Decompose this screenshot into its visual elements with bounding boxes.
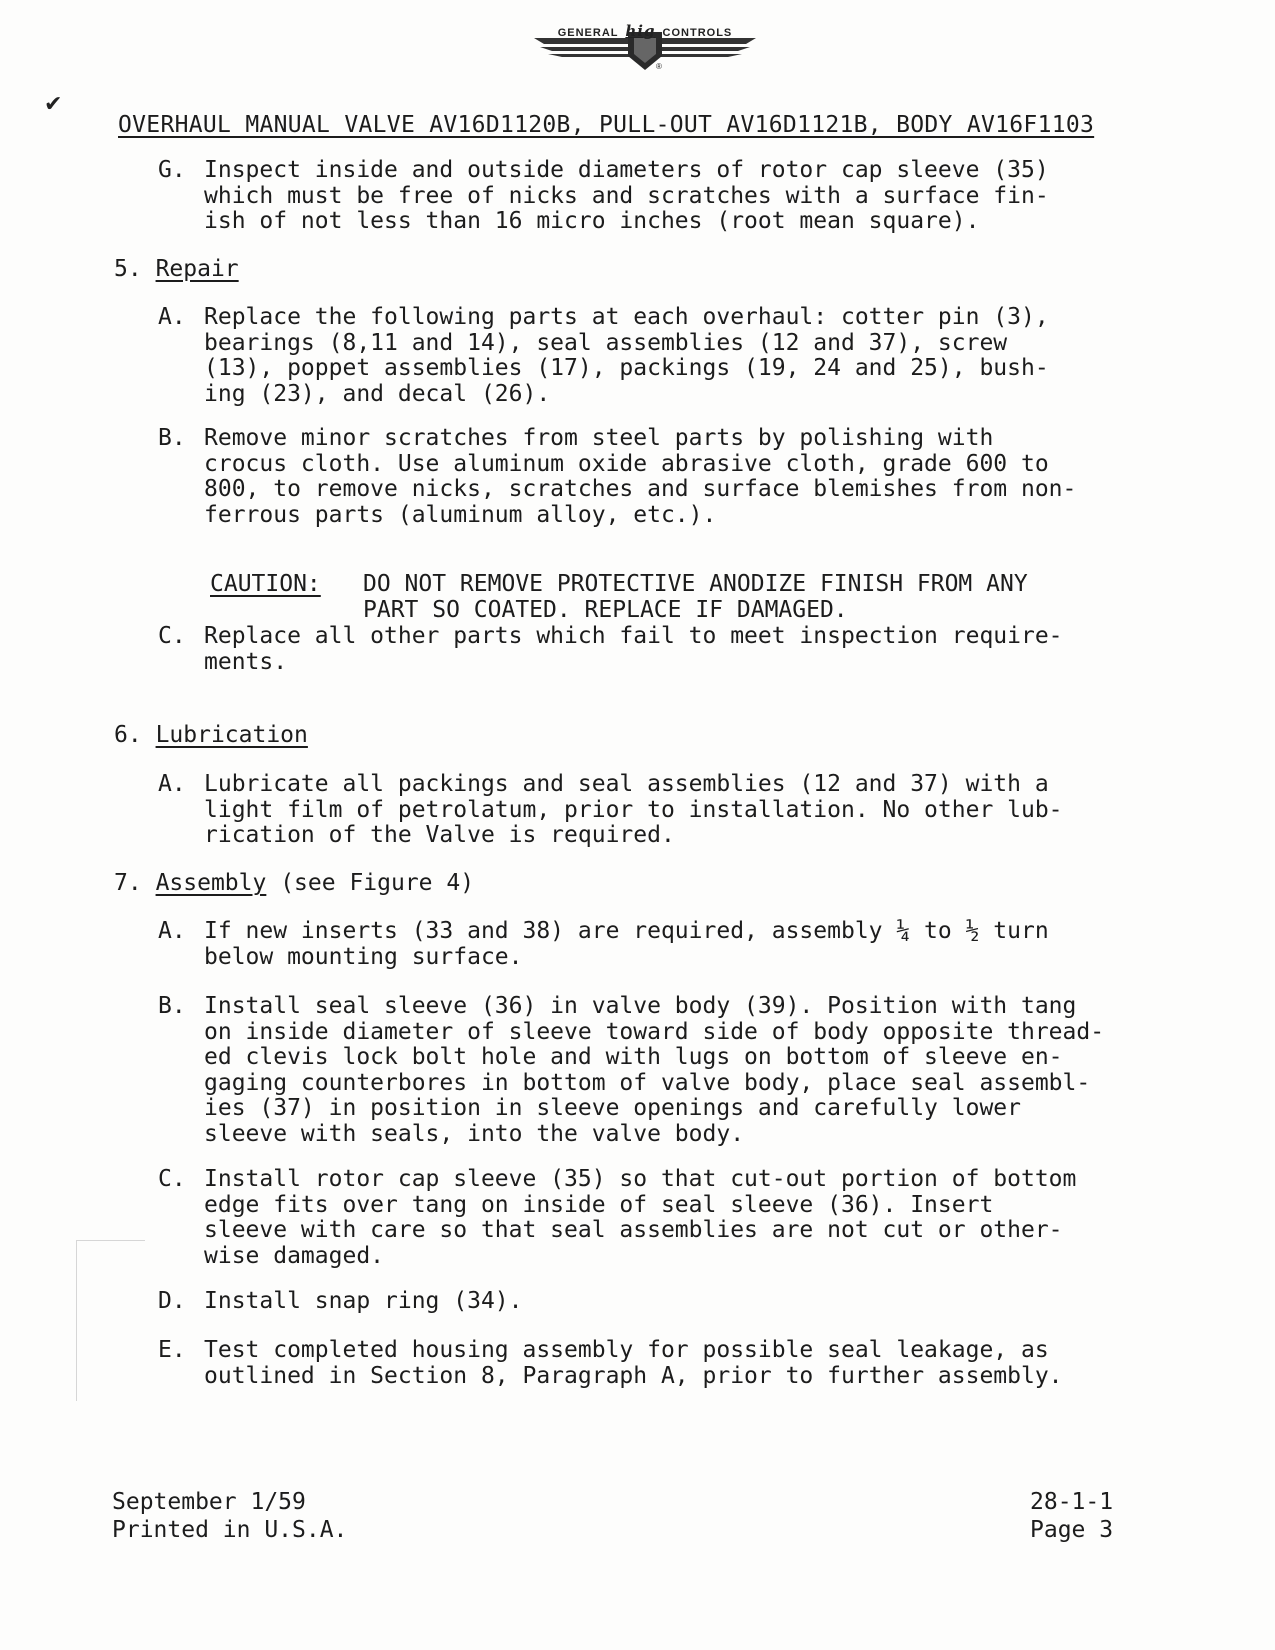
margin-check-mark: ✔ bbox=[44, 92, 63, 117]
item-label: E. bbox=[158, 1337, 186, 1363]
text-line: Inspect inside and outside diameters of rotor cap sleeve (35) bbox=[204, 157, 1049, 183]
text-line: wise damaged. bbox=[204, 1242, 385, 1269]
footer-left bbox=[112, 1488, 347, 1544]
text-line: ed clevis lock bolt hole and with lugs on bottom of sleeve en- bbox=[204, 1044, 1063, 1070]
item-text bbox=[204, 624, 1063, 675]
company-logo bbox=[530, 10, 760, 72]
text-line: ish of not less than 16 micro inches (root mean square). bbox=[204, 208, 980, 234]
text-line: outlined in Section 8, Paragraph A, prior to further assembly. bbox=[204, 1362, 1063, 1389]
section-heading-assembly bbox=[114, 870, 474, 896]
section-number: 6. bbox=[114, 722, 142, 748]
text-line: below mounting surface. bbox=[204, 943, 523, 970]
text-line: Replace the following parts at each overhaul: cotter pin (3), bbox=[204, 304, 1049, 330]
item-text bbox=[204, 305, 1049, 407]
item-text bbox=[204, 1338, 1063, 1389]
text-line: Remove minor scratches from steel parts by polishing with bbox=[204, 425, 994, 451]
item-text bbox=[204, 1289, 523, 1315]
section-number: 5. bbox=[114, 256, 142, 282]
item-text bbox=[204, 1167, 1076, 1269]
section-number: 7. bbox=[114, 870, 142, 896]
item-text bbox=[204, 158, 1049, 235]
logo-right-word: CONTROLS bbox=[662, 27, 733, 39]
text-line: ferrous parts (aluminum alloy, etc.). bbox=[204, 501, 717, 528]
text-line: on inside diameter of sleeve toward side of body opposite thread- bbox=[204, 1018, 1105, 1045]
section-suffix: (see Figure 4) bbox=[280, 870, 475, 896]
item-text bbox=[204, 772, 1063, 849]
text-line: edge fits over tang on inside of seal sleeve (36). Insert bbox=[204, 1191, 994, 1218]
text-line: Install rotor cap sleeve (35) so that cut-out portion of bottom bbox=[204, 1166, 1077, 1192]
item-text bbox=[204, 919, 1049, 970]
text-line: light film of petrolatum, prior to installation. No other lub- bbox=[204, 796, 1063, 823]
text-line: ments. bbox=[204, 648, 288, 675]
text-line: sleeve with seals, into the valve body. bbox=[204, 1120, 745, 1147]
logo-registered-mark: ® bbox=[656, 62, 662, 71]
text-line: If new inserts (33 and 38) are required, assembly ¼ to ½ turn bbox=[204, 918, 1049, 944]
logo-mid-word: hig bbox=[625, 22, 656, 40]
item-label: C. bbox=[158, 1166, 186, 1192]
section-title: Assembly bbox=[155, 870, 267, 896]
item-label: A. bbox=[158, 918, 186, 944]
text-line: DO NOT REMOVE PROTECTIVE ANODIZE FINISH FROM ANY bbox=[363, 571, 1028, 597]
page-header: OVERHAUL MANUAL VALVE AV16D1120B, PULL-OUT AV16D1121B, BODY AV16F1103 bbox=[118, 112, 1095, 138]
section-heading-lubrication bbox=[114, 722, 308, 748]
text-line: crocus cloth. Use aluminum oxide abrasive cloth, grade 600 to bbox=[204, 450, 1049, 477]
logo-left-word: GENERAL bbox=[557, 27, 619, 39]
item-text bbox=[204, 426, 1076, 528]
item-label: G. bbox=[158, 157, 186, 183]
text-line: sleeve with care so that seal assemblies are not cut or other- bbox=[204, 1217, 1063, 1243]
text-line: 800, to remove nicks, scratches and surface blemishes from non- bbox=[204, 476, 1077, 502]
wings-emblem-icon bbox=[530, 10, 760, 72]
text-line: rication of the Valve is required. bbox=[204, 822, 675, 848]
item-label: D. bbox=[158, 1288, 186, 1314]
footer-right bbox=[1030, 1488, 1113, 1544]
section-title: Lubrication bbox=[155, 722, 308, 748]
caution-label: CAUTION: bbox=[210, 571, 321, 597]
text-line: Install snap ring (34). bbox=[204, 1288, 523, 1314]
footer-doc-number: 28-1-1 bbox=[1030, 1489, 1114, 1515]
text-line: which must be free of nicks and scratches with a surface fin- bbox=[204, 182, 1049, 209]
item-label: A. bbox=[158, 304, 186, 330]
text-line: Replace all other parts which fail to meet inspection require- bbox=[204, 623, 1063, 649]
text-line: ing (23), and decal (26). bbox=[204, 380, 551, 407]
text-line: gaging counterbores in bottom of valve body, place seal assembl- bbox=[204, 1069, 1091, 1096]
item-label: C. bbox=[158, 623, 186, 649]
section-title: Repair bbox=[155, 256, 239, 282]
footer-date: September 1/59 bbox=[112, 1489, 306, 1515]
section-heading-repair bbox=[114, 256, 239, 282]
item-label: B. bbox=[158, 425, 186, 451]
scan-artifact bbox=[76, 1240, 145, 1401]
item-label: A. bbox=[158, 771, 186, 797]
footer-page-number: Page 3 bbox=[1030, 1517, 1114, 1543]
text-line: Lubricate all packings and seal assemblies (12 and 37) with a bbox=[204, 771, 1049, 797]
text-line: Install seal sleeve (36) in valve body (39). Position with tang bbox=[204, 993, 1077, 1019]
caution-text bbox=[363, 572, 1028, 623]
item-label: B. bbox=[158, 993, 186, 1019]
text-line: Test completed housing assembly for possible seal leakage, as bbox=[204, 1337, 1049, 1363]
text-line: bearings (8,11 and 14), seal assemblies (12 and 37), screw bbox=[204, 329, 1008, 356]
text-line: ies (37) in position in sleeve openings and carefully lower bbox=[204, 1095, 1021, 1121]
item-text bbox=[204, 994, 1104, 1147]
text-line: PART SO COATED. REPLACE IF DAMAGED. bbox=[363, 596, 848, 623]
text-line: (13), poppet assemblies (17), packings (19, 24 and 25), bush- bbox=[204, 355, 1049, 381]
footer-printed: Printed in U.S.A. bbox=[112, 1517, 348, 1543]
